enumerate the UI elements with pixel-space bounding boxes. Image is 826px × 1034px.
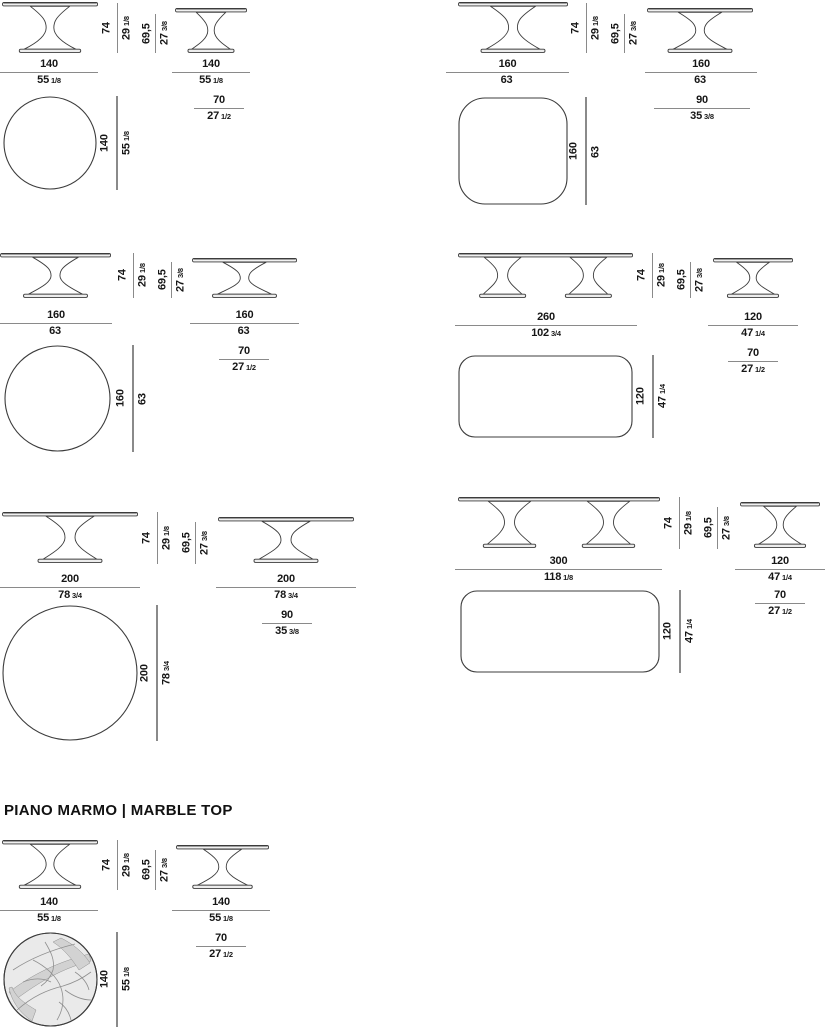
underside-height-in-label: 27 3/8	[720, 516, 733, 540]
dim-line	[735, 569, 825, 570]
height-cm-label: 74	[140, 532, 153, 544]
spec-panel-oval-300	[440, 490, 826, 790]
base-cm: 90	[696, 94, 708, 106]
side-width-cm: 200	[277, 573, 295, 585]
table-side-view-drawing	[713, 258, 793, 299]
side-width-in: 78 3/4	[274, 589, 298, 601]
table-front-view-drawing	[0, 253, 111, 299]
dim-line	[0, 910, 98, 911]
height-in-label: 29 1/8	[682, 511, 695, 535]
topview-cm-label: 140	[98, 134, 111, 152]
front-width-cm: 200	[61, 573, 79, 585]
side-width-dim	[172, 58, 250, 87]
height-in-label: 29 1/8	[160, 526, 173, 550]
table-side-view-drawing	[218, 517, 354, 564]
base-cm: 70	[238, 345, 250, 357]
front-width-in: 63	[49, 325, 61, 337]
base-diameter-dim	[219, 345, 269, 374]
side-width-in: 47 1/4	[741, 327, 765, 339]
base-in: 27 1/2	[207, 110, 231, 122]
topview-cm-label: 120	[661, 622, 674, 641]
side-width-cm: 120	[771, 555, 789, 567]
spec-panel-round-200	[0, 490, 420, 790]
height-in-label: 29 1/8	[589, 16, 602, 40]
underside-height-dim-line	[155, 14, 156, 53]
table-top-view-square	[458, 97, 568, 205]
topview-dim-line	[585, 97, 587, 205]
height-dim-line	[117, 3, 118, 53]
front-width-dim	[0, 573, 140, 602]
topview-dim-line	[116, 932, 118, 1027]
side-width-in: 47 1/4	[768, 571, 792, 583]
base-in: 35 3/8	[690, 110, 714, 122]
underside-height-in-label: 27 3/8	[158, 21, 171, 46]
side-width-dim	[708, 311, 798, 340]
dim-line	[755, 603, 805, 604]
front-width-dim	[0, 309, 112, 338]
height-in-label: 29 1/8	[120, 16, 133, 40]
dim-line	[190, 323, 299, 324]
spec-panel-oval-260	[440, 245, 826, 485]
side-width-dim	[172, 896, 270, 925]
underside-height-in-label: 27 3/8	[158, 858, 171, 882]
topview-cm-label: 120	[634, 387, 647, 406]
height-dim-line	[117, 840, 118, 890]
front-width-in: 55 1/8	[37, 74, 61, 86]
underside-height-dim-line	[624, 14, 625, 53]
front-width-dim	[455, 311, 637, 340]
underside-height-in-label: 27 3/8	[627, 21, 640, 46]
side-width-cm: 140	[202, 58, 220, 70]
front-width-cm: 140	[40, 58, 58, 70]
height-cm-label: 74	[100, 22, 113, 34]
front-width-dim	[0, 896, 98, 925]
topview-cm-label: 160	[114, 389, 127, 408]
base-cm: 70	[774, 589, 786, 601]
height-cm-label: 74	[116, 269, 129, 282]
table-side-view-drawing	[175, 8, 247, 54]
underside-height-cm-label: 69,5	[609, 23, 622, 44]
topview-in-label: 63	[589, 146, 602, 158]
topview-cm-label: 160	[567, 142, 580, 160]
height-dim-line	[133, 253, 134, 298]
base-diameter-dim	[262, 609, 312, 638]
front-width-cm: 300	[549, 555, 568, 567]
height-cm-label: 74	[635, 269, 648, 282]
height-cm-label: 74	[569, 22, 582, 34]
base-cm: 70	[213, 94, 225, 106]
dim-line	[654, 108, 750, 109]
topview-in-label: 47 1/4	[683, 619, 696, 644]
front-width-in: 102 3/4	[531, 327, 561, 339]
height-cm-label: 74	[100, 859, 113, 871]
dim-line	[708, 325, 798, 326]
dim-line	[194, 108, 244, 109]
height-cm-label: 74	[662, 517, 675, 529]
dim-line	[0, 587, 140, 588]
underside-height-in-label: 27 3/8	[174, 268, 187, 292]
underside-height-cm-label: 69,5	[156, 269, 169, 291]
topview-in-label: 63	[136, 393, 149, 406]
dim-line	[216, 587, 356, 588]
dim-line	[172, 72, 250, 73]
base-diameter-dim	[728, 347, 778, 376]
marble-section-title: PIANO MARMO | MARBLE TOP	[4, 802, 233, 819]
height-in-label: 29 1/8	[120, 853, 133, 877]
topview-dim-line	[116, 96, 118, 190]
underside-height-cm-label: 69,5	[140, 23, 153, 44]
table-top-view-circle	[2, 605, 138, 741]
topview-dim-line	[679, 590, 681, 673]
table-front-view-drawing	[2, 2, 98, 54]
table-front-view-drawing	[2, 512, 138, 564]
underside-height-dim-line	[155, 850, 156, 890]
underside-height-cm-label: 69,5	[675, 269, 688, 291]
side-width-dim	[645, 58, 757, 87]
front-width-cm: 160	[498, 58, 517, 70]
underside-height-dim-line	[690, 262, 691, 298]
height-dim-line	[652, 253, 653, 298]
side-width-dim	[190, 309, 299, 338]
base-diameter-dim	[654, 94, 750, 123]
side-width-in: 63	[694, 74, 706, 86]
underside-height-cm-label: 69,5	[702, 517, 715, 539]
side-width-in: 63	[237, 325, 250, 337]
table-side-view-drawing	[192, 258, 297, 299]
topview-in-label: 55 1/8	[120, 131, 133, 155]
spec-panel-round-140	[0, 0, 400, 235]
base-diameter-dim	[194, 94, 244, 123]
base-diameter-dim	[196, 932, 246, 961]
dim-line	[0, 323, 112, 324]
topview-cm-label: 200	[138, 664, 151, 682]
front-width-in: 118 1/8	[544, 571, 573, 583]
topview-dim-line	[652, 355, 654, 438]
height-in-label: 29 1/8	[655, 263, 668, 288]
dim-line	[172, 910, 270, 911]
side-width-cm: 120	[744, 311, 762, 323]
topview-cm-label: 140	[98, 970, 111, 989]
dim-line	[219, 359, 269, 360]
base-cm: 90	[281, 609, 293, 621]
side-width-cm: 160	[235, 309, 254, 321]
front-width-in: 78 3/4	[58, 589, 82, 601]
base-in: 27 1/2	[232, 361, 256, 373]
topview-in-label: 47 1/4	[656, 384, 669, 409]
base-in: 27 1/2	[209, 948, 233, 960]
base-in: 27 1/2	[768, 605, 792, 617]
front-width-dim	[455, 555, 662, 584]
height-dim-line	[586, 3, 587, 53]
table-top-view-marble-circle	[3, 932, 98, 1027]
dim-line	[645, 72, 757, 73]
dim-line	[455, 569, 662, 570]
dim-line	[196, 946, 246, 947]
table-side-view-drawing	[740, 502, 820, 549]
side-width-cm: 140	[212, 896, 230, 908]
underside-height-in-label: 27 3/8	[198, 531, 211, 555]
base-cm: 70	[747, 347, 759, 359]
table-top-view-rect	[458, 355, 633, 438]
topview-dim-line	[156, 605, 158, 741]
dim-line	[455, 325, 637, 326]
height-in-label: 29 1/8	[136, 263, 149, 288]
underside-height-cm-label: 69,5	[140, 859, 153, 881]
spec-panel-square-160	[440, 0, 826, 235]
underside-height-dim-line	[717, 507, 718, 549]
front-width-cm: 260	[537, 311, 555, 323]
side-width-in: 55 1/8	[199, 74, 223, 86]
side-width-dim	[216, 573, 356, 602]
underside-height-dim-line	[171, 262, 172, 298]
front-width-dim	[446, 58, 569, 87]
topview-in-label: 78 3/4	[160, 661, 173, 685]
side-width-in: 55 1/8	[209, 912, 233, 924]
base-diameter-dim	[755, 589, 805, 618]
table-top-view-circle	[4, 345, 111, 452]
front-width-in: 63	[500, 74, 513, 86]
base-in: 27 1/2	[741, 363, 765, 375]
table-front-view-drawing	[458, 253, 633, 299]
dim-line	[446, 72, 569, 73]
side-width-dim	[735, 555, 825, 584]
front-width-in: 55 1/8	[37, 912, 61, 924]
dim-line	[262, 623, 312, 624]
spec-panel-marble-140	[0, 800, 400, 1034]
dim-line	[728, 361, 778, 362]
base-cm: 70	[215, 932, 227, 944]
table-side-view-drawing	[647, 8, 753, 54]
base-in: 35 3/8	[275, 625, 299, 637]
front-width-cm: 160	[47, 309, 65, 321]
spec-panel-round-160	[0, 245, 400, 485]
side-width-cm: 160	[692, 58, 710, 70]
table-front-view-drawing	[2, 840, 98, 890]
dim-line	[0, 72, 98, 73]
table-front-view-drawing	[458, 497, 660, 549]
front-width-cm: 140	[40, 896, 58, 908]
height-dim-line	[157, 512, 158, 564]
table-top-view-rect	[460, 590, 660, 673]
topview-in-label: 55 1/8	[120, 967, 133, 992]
underside-height-cm-label: 69,5	[180, 532, 193, 554]
table-top-view-circle	[3, 96, 97, 190]
topview-dim-line	[132, 345, 134, 452]
table-side-view-drawing	[176, 845, 269, 890]
front-width-dim	[0, 58, 98, 87]
height-dim-line	[679, 497, 680, 549]
table-front-view-drawing	[458, 2, 568, 54]
underside-height-in-label: 27 3/8	[693, 268, 706, 292]
underside-height-dim-line	[195, 522, 196, 564]
